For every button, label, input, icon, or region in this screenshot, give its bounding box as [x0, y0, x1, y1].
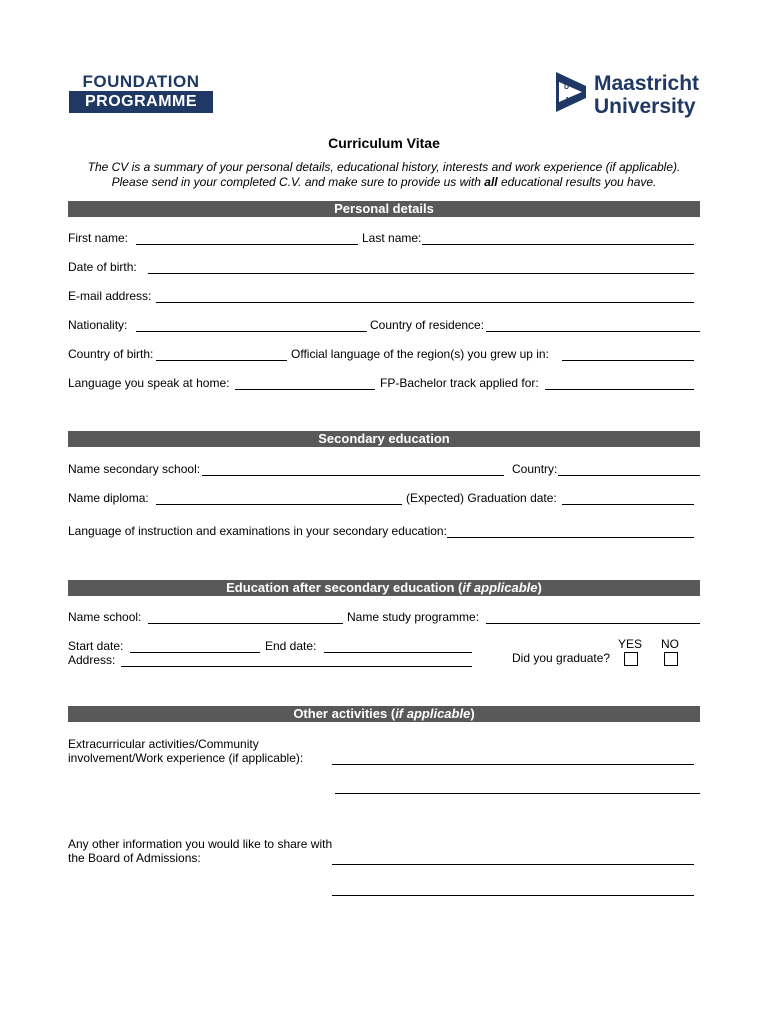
address-field[interactable] [121, 666, 472, 667]
svg-text:U: U [564, 84, 570, 91]
other-info-field-2[interactable] [332, 895, 694, 896]
extracurricular-label-line-1: Extracurricular activities/Community [68, 737, 259, 751]
yes-label: YES [618, 637, 643, 651]
bachelor-track-field[interactable] [545, 389, 694, 390]
extracurricular-label-line-2: involvement/Work experience (if applicable): [68, 751, 304, 765]
other-info-label-line-2: the Board of Admissions: [68, 851, 201, 865]
email-label: E-mail address: [68, 289, 152, 303]
country-of-birth-label: Country of birth: [68, 347, 154, 361]
um-emblem-icon [556, 72, 586, 112]
document-title: Curriculum Vitae [328, 135, 440, 151]
first-name-label: First name: [68, 231, 129, 245]
after-school-label: Name school: [68, 610, 142, 624]
um-logo-text: Maastricht University [594, 72, 700, 118]
last-name-label: Last name: [362, 231, 422, 245]
did-you-graduate-label: Did you graduate? [512, 651, 611, 665]
logo-text-foundation: FOUNDATION [82, 72, 200, 91]
graduated-no-checkbox[interactable] [664, 652, 678, 666]
first-name-field[interactable] [136, 244, 358, 245]
diploma-field[interactable] [156, 504, 402, 505]
graduated-yes-checkbox[interactable] [624, 652, 638, 666]
instruction-language-label: Language of instruction and examinations in your secondary education: [68, 524, 447, 538]
end-date-field[interactable] [324, 652, 472, 653]
date-of-birth-label: Date of birth: [68, 260, 137, 274]
intro-line-2: Please send in your completed C.V. and make sure to provide us with all educational results you have. [111, 175, 657, 189]
study-programme-label: Name study programme: [347, 610, 480, 624]
no-label: NO [661, 637, 679, 651]
secondary-school-field[interactable] [202, 475, 504, 476]
country-of-birth-field[interactable] [156, 360, 287, 361]
secondary-country-label: Country: [512, 462, 558, 476]
foundation-programme-logo [69, 74, 213, 113]
secondary-country-field[interactable] [558, 475, 700, 476]
intro-line-1: The CV is a summary of your personal details, educational history, interests and work experience (if applicable). [87, 160, 681, 174]
section-header-education-after-secondary: Education after secondary education (if applicable) [68, 580, 700, 596]
section-header-personal-details: Personal details [68, 201, 700, 217]
extracurricular-field-1[interactable] [332, 764, 694, 765]
section-header-secondary-education: Secondary education [68, 431, 700, 447]
extracurricular-field-2[interactable] [335, 793, 700, 794]
other-info-field-1[interactable] [332, 864, 694, 865]
home-language-field[interactable] [235, 389, 375, 390]
logo-text-programme: PROGRAMME [69, 91, 213, 113]
study-programme-field[interactable] [486, 623, 700, 624]
bachelor-track-label: FP-Bachelor track applied for: [380, 376, 539, 390]
country-of-residence-field[interactable] [486, 331, 700, 332]
other-info-label-line-1: Any other information you would like to share with [68, 837, 333, 851]
section-header-other-activities: Other activities (if applicable) [68, 706, 700, 722]
official-language-label: Official language of the region(s) you grew up in: [291, 347, 549, 361]
graduation-date-field[interactable] [562, 504, 694, 505]
nationality-label: Nationality: [68, 318, 128, 332]
start-date-field[interactable] [130, 652, 260, 653]
after-school-field[interactable] [148, 623, 343, 624]
email-field[interactable] [156, 302, 694, 303]
last-name-field[interactable] [422, 244, 694, 245]
end-date-label: End date: [265, 639, 317, 653]
address-label: Address: [68, 653, 116, 667]
home-language-label: Language you speak at home: [68, 376, 230, 390]
date-of-birth-field[interactable] [148, 273, 694, 274]
country-of-residence-label: Country of residence: [370, 318, 485, 332]
svg-text:M: M [566, 97, 572, 104]
secondary-school-label: Name secondary school: [68, 462, 201, 476]
diploma-label: Name diploma: [68, 491, 149, 505]
start-date-label: Start date: [68, 639, 124, 653]
official-language-field[interactable] [562, 360, 694, 361]
graduation-date-label: (Expected) Graduation date: [406, 491, 557, 505]
instruction-language-field[interactable] [447, 537, 694, 538]
nationality-field[interactable] [136, 331, 367, 332]
